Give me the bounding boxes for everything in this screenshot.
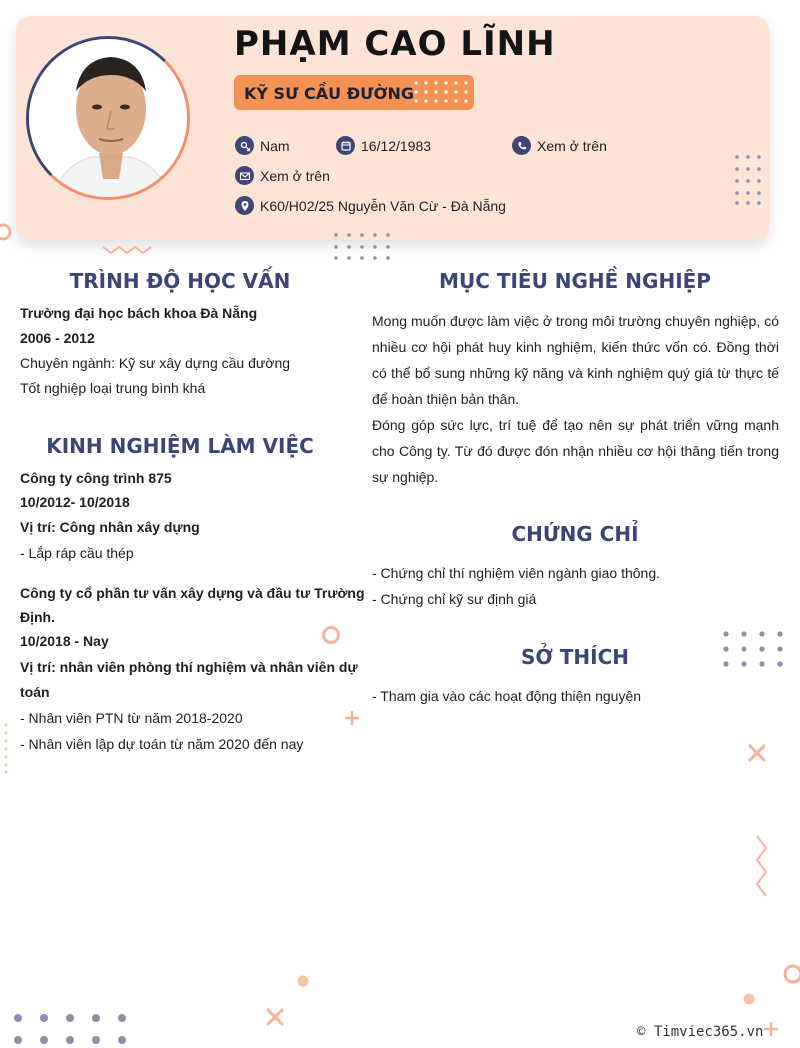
gender-row [235, 136, 290, 155]
plus-decoration [343, 709, 361, 727]
phone-row [512, 136, 607, 155]
job2-detail-2: - Nhân viên lập dự toán từ năm 2020 đến nay [20, 736, 304, 752]
job2-company-cont: Định. [20, 609, 55, 625]
job1-period: 10/2012- 10/2018 [20, 494, 130, 510]
dot-decoration [296, 974, 310, 988]
circle-outline-decoration [320, 624, 342, 646]
certificate-item-1: - Chứng chỉ thí nghiệm viên ngành giao thông. [372, 565, 661, 581]
job1-detail: - Lắp ráp cầu thép [20, 545, 134, 561]
candidate-name: PHẠM CAO LĨNH [234, 24, 556, 64]
hobby-item-1: - Tham gia vào các hoạt động thiện nguyện [372, 688, 642, 704]
gender-icon [235, 136, 254, 155]
gender-value: Nam [260, 137, 290, 154]
x-decoration [746, 742, 768, 764]
dots-decoration [414, 81, 468, 103]
job-title: KỸ SƯ CẦU ĐƯỜNG [244, 84, 414, 103]
dots-decoration [734, 154, 762, 206]
circle-outline-decoration [0, 220, 14, 244]
education-grade: Tốt nghiệp loại trung bình khá [20, 380, 206, 396]
education-major: Chuyên ngành: Kỹ sư xây dựng cầu đường [20, 355, 291, 371]
dot-decoration [742, 992, 756, 1006]
dots-decoration [333, 232, 393, 262]
job1-position: Vị trí: Công nhân xây dựng [20, 519, 200, 535]
zigzag-decoration [102, 244, 154, 256]
mail-icon [235, 166, 254, 185]
education-period: 2006 - 2012 [20, 330, 95, 346]
job1-company: Công ty công trình 875 [20, 470, 172, 486]
phone-value: Xem ở trên [537, 137, 607, 154]
birthday-value: 16/12/1983 [361, 137, 432, 154]
education-heading: TRÌNH ĐỘ HỌC VẤN [69, 269, 291, 293]
email-value: Xem ở trên [260, 167, 330, 184]
phone-icon [512, 136, 531, 155]
zigzag-decoration [754, 834, 770, 898]
objective-heading: MỤC TIÊU NGHỀ NGHIỆP [439, 269, 711, 293]
address-value: K60/H02/25 Nguyễn Văn Cừ - Đà Nẵng [260, 197, 506, 214]
circle-outline-decoration [780, 962, 800, 986]
hobbies-heading: SỞ THÍCH [520, 645, 630, 669]
dots-decoration [12, 1012, 132, 1046]
calendar-icon [336, 136, 355, 155]
plus-decoration [762, 1020, 780, 1038]
email-row [235, 166, 330, 185]
job2-position-cont: toán [20, 684, 50, 700]
job2-period: 10/2018 - Nay [20, 633, 109, 649]
location-pin-icon [235, 196, 254, 215]
job2-company: Công ty cổ phần tư vấn xây dựng và đầu tư Trường [20, 585, 365, 601]
experience-heading: KINH NGHIỆM LÀM VIỆC [46, 434, 314, 458]
objective-paragraph-1: Mong muốn được làm việc ở trong môi trường chuyên nghiệp, có nhiều cơ hội phát huy kinh nghiệm, kiến thức vốn có. Đồng thời có thể bổ sung những kỹ năng và kinh nghiệm quý giá từ thực tế để hoàn thiện bản thân. [372, 313, 779, 407]
birthday-row [336, 136, 431, 155]
dots-decoration [0, 722, 10, 774]
job-title-badge [234, 75, 474, 110]
education-school: Trường đại học bách khoa Đà Nẵng [20, 305, 258, 321]
certificate-item-2: - Chứng chỉ kỹ sư định giá [372, 591, 537, 607]
certificates-heading: CHỨNG CHỈ [511, 522, 639, 546]
address-row [235, 196, 506, 215]
dots-decoration [722, 630, 788, 668]
x-decoration [264, 1006, 286, 1028]
copyright-footer: © Timviec365.vn [637, 1024, 764, 1040]
job2-detail-1: - Nhân viên PTN từ năm 2018-2020 [20, 710, 243, 726]
avatar [26, 36, 190, 200]
job2-position: Vị trí: nhân viên phòng thí nghiệm và nhân viên dự [20, 659, 358, 675]
objective-paragraph-2: Đóng góp sức lực, trí tuệ để tạo nên sự phát triển vững mạnh cho Công ty. Từ đó được đón nhận nhiều cơ hội thăng tiến trong sự nghiệp. [372, 417, 779, 485]
